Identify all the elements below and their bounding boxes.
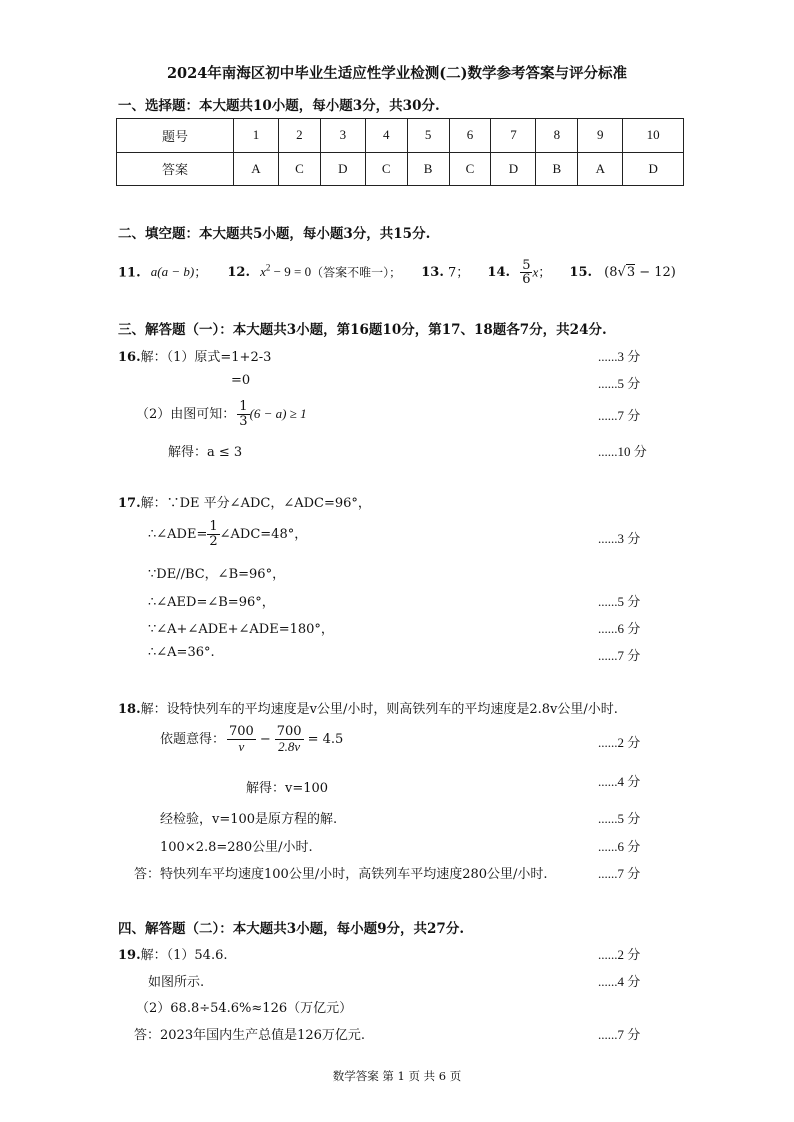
page-footer: 数学答案 第 1 页 共 6 页	[332, 1069, 462, 1083]
table-cell: 1	[233, 119, 278, 153]
question-number: 19.	[118, 948, 141, 963]
q19-line2: 如图所示.	[148, 975, 205, 990]
table-row-label: 题号	[117, 119, 234, 153]
q16-line2: =0	[231, 373, 251, 388]
score-mark: ......7 分	[598, 1027, 641, 1042]
answer-table	[116, 118, 684, 186]
answer-note: （答案不唯一）；	[311, 265, 402, 280]
table-cell: 8	[536, 119, 578, 153]
q18-line3: 解得：v=100	[246, 781, 329, 796]
q19-line3: （2）68.8÷54.6%≈126（万亿元）	[136, 1001, 353, 1016]
q19-line4: 答：2023年国内生产总值是126万亿元.	[134, 1028, 366, 1043]
table-cell: 4	[365, 119, 407, 153]
question-number: 17.	[118, 496, 141, 511]
section2-header: 二、填空题：本大题共5小题，每小题3分，共15分.	[118, 226, 431, 242]
table-cell: 5	[407, 119, 449, 153]
q17-line3: ∵DE//BC，∠B=96°，	[148, 567, 286, 582]
question-number: 12.	[227, 265, 250, 281]
q17-line4: ∴∠AED=∠B=96°，	[148, 595, 275, 610]
score-mark: ......7 分	[598, 408, 641, 423]
q17-line5: ∵∠A+∠ADE+∠ADE=180°，	[148, 622, 334, 637]
question-number: 11.	[118, 265, 141, 281]
table-cell: 7	[491, 119, 536, 153]
q16-line3: （2）由图可知： $\frac{1}{3}$ (6 − a) ≥ 1	[136, 399, 307, 429]
table-row-answers	[117, 152, 684, 186]
q18-equation: 依题意得： $\frac{700}{v}$ − $\frac{700}{2.8v}$ = 4.5	[160, 724, 344, 754]
q18-line1: 18.解：设特快列车的平均速度是v公里/小时，则高铁列车的平均速度是2.8v公里/小时.	[118, 702, 618, 717]
question-number: 15.	[569, 265, 593, 281]
q17-line6: ∴∠A=36°.	[148, 645, 215, 660]
section1-header: 一、选择题：本大题共10小题，每小题3分，共30分.	[118, 98, 440, 114]
q19-line1: 19.解：（1）54.6.	[118, 948, 228, 963]
score-mark: ......5 分	[598, 594, 641, 609]
answer-15: (8√3 − 12)	[604, 265, 676, 281]
q16-line4: 解得：a ≤ 3	[168, 445, 243, 460]
question-number: 13.	[421, 265, 444, 281]
answer-12: $x^2 - 9 = 0$	[260, 263, 312, 280]
table-cell: B	[407, 152, 449, 186]
table-cell: D	[320, 152, 365, 186]
answer-11: a(a − b)	[150, 264, 195, 280]
q17-line1: 17.解：∵DE 平分∠ADC，∠ADC=96°，	[118, 496, 371, 511]
separator: ；	[538, 265, 552, 281]
table-cell: 3	[320, 119, 365, 153]
score-mark: ......5 分	[598, 376, 641, 391]
score-mark: ......7 分	[598, 648, 641, 663]
score-mark: ......4 分	[598, 774, 641, 789]
table-cell: 2	[278, 119, 320, 153]
q18-line5: 100×2.8=280公里/小时.	[160, 840, 313, 855]
table-cell: D	[623, 152, 684, 186]
table-cell: C	[365, 152, 407, 186]
table-row-numbers	[117, 119, 684, 153]
table-cell: C	[449, 152, 491, 186]
table-cell: A	[578, 152, 623, 186]
score-mark: ......6 分	[598, 839, 641, 854]
answer-13: 7；	[448, 265, 470, 281]
answer-14-variable: x	[532, 264, 539, 280]
table-cell: 6	[449, 119, 491, 153]
fill-in-answers	[118, 256, 676, 288]
table-cell: 10	[623, 119, 684, 153]
answer-14-fraction: $\frac{5}{6}$	[522, 257, 531, 288]
table-row-label: 答案	[117, 152, 234, 186]
score-mark: ......6 分	[598, 621, 641, 636]
q18-line6: 答：特快列车平均速度100公里/小时，高铁列车平均速度280公里/小时.	[134, 867, 548, 882]
score-mark: ......3 分	[598, 531, 641, 546]
question-number: 18.	[118, 702, 141, 717]
document-title: 2024年南海区初中毕业生适应性学业检测(二)数学参考答案与评分标准	[166, 65, 628, 82]
table-cell: C	[278, 152, 320, 186]
separator: ；	[194, 265, 208, 281]
section4-header: 四、解答题（二）：本大题共3小题，每小题9分，共27分.	[118, 921, 465, 937]
table-cell: A	[233, 152, 278, 186]
score-mark: ......7 分	[598, 866, 641, 881]
question-number: 16.	[118, 350, 141, 365]
score-mark: ......2 分	[598, 735, 641, 750]
score-mark: ......3 分	[598, 349, 641, 364]
score-mark: ......4 分	[598, 974, 641, 989]
table-cell: D	[491, 152, 536, 186]
score-mark: ......10 分	[598, 444, 647, 459]
table-cell: B	[536, 152, 578, 186]
q18-line4: 经检验，v=100是原方程的解.	[160, 812, 338, 827]
section3-header: 三、解答题（一）：本大题共3小题，第16题10分，第17、18题各7分，共24分.	[118, 322, 607, 338]
q16-line1: 16.解：（1）原式=1+2-3	[118, 350, 272, 365]
question-number: 14.	[487, 265, 511, 281]
score-mark: ......2 分	[598, 947, 641, 962]
q17-line2: ∴∠ADE= $\frac{1}{2}$ ∠ADC=48°，	[148, 519, 308, 549]
table-cell: 9	[578, 119, 623, 153]
score-mark: ......5 分	[598, 811, 641, 826]
